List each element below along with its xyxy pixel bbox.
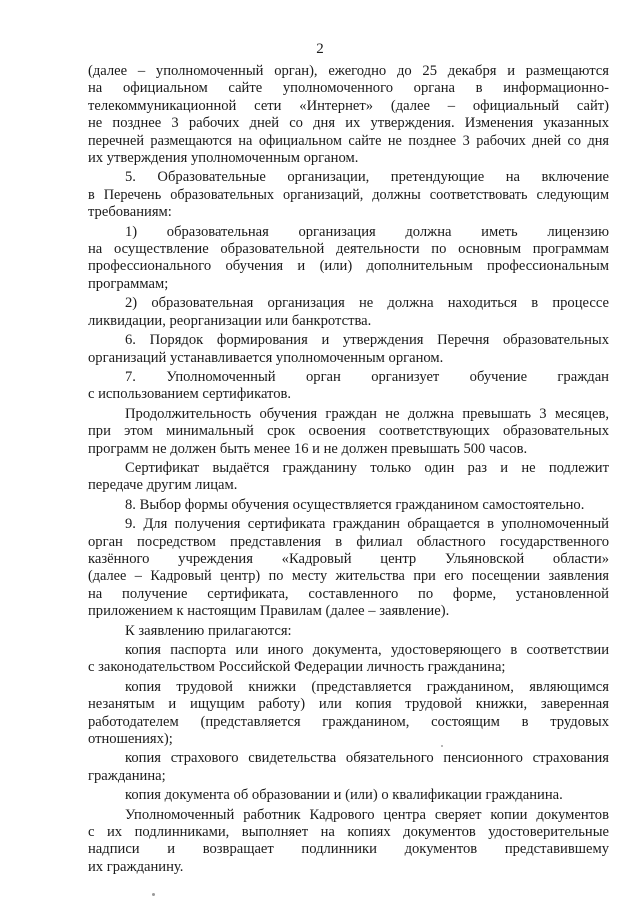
- paragraph-passport: [88, 642, 609, 677]
- paragraph-item-8: [88, 497, 609, 514]
- text-line: (далее – Кадровый центр) по месту жительства при его посещении заявления: [88, 568, 609, 585]
- text-line: на получение сертификата, составленного по форме, установленной: [88, 585, 609, 602]
- text-line: Уполномоченный работник Кадрового центра сверяет копии документов: [125, 806, 609, 823]
- text-line: копия трудовой книжки (представляется гражданином, являющимся: [125, 678, 609, 695]
- text-line: программ не должен быть менее 16 и не должен превышать 500 часов.: [88, 440, 528, 457]
- text-line: (далее – уполномоченный орган), ежегодно до 25 декабря и размещаются: [88, 63, 609, 79]
- scan-speck: [152, 893, 155, 896]
- text-line: копия паспорта или иного документа, удостоверяющего в соответствии: [125, 642, 609, 658]
- text-line: в Перечень образовательных организаций, должны соответствовать следующим: [88, 186, 609, 203]
- text-line: 8. Выбор формы обучения осуществляется гражданином самостоятельно.: [125, 496, 585, 513]
- paragraph-item-9: [88, 516, 609, 620]
- text-line: гражданина;: [88, 767, 166, 784]
- text-line: организаций устанавливается уполномоченным органом.: [88, 349, 444, 366]
- text-line: копия страхового свидетельства обязательного пенсионного страхования: [125, 750, 609, 767]
- text-line: 6. Порядок формирования и утверждения Перечня образовательных: [125, 332, 609, 349]
- paragraph-continuation: [88, 63, 609, 167]
- text-line: 5. Образовательные организации, претендующие на включение: [125, 169, 609, 186]
- text-line: 9. Для получения сертификата гражданин обращается в уполномоченный: [125, 516, 609, 533]
- paragraph-certificate: [88, 460, 609, 495]
- text-line: казённого учреждения «Кадровый центр Ульяновской области»: [88, 550, 609, 567]
- text-line: требованиям:: [88, 204, 172, 221]
- paragraph-item-6: [88, 332, 609, 367]
- paragraph-education-document: [88, 787, 609, 804]
- text-line: приложением к настоящим Правилам (далее – заявление).: [88, 603, 450, 620]
- paragraph-verification: [88, 807, 609, 877]
- text-line: 1) образовательная организация должна иметь лицензию: [125, 223, 609, 240]
- text-line: работодателем (представляется гражданином, состоящим в трудовых: [88, 713, 609, 730]
- text-line: профессионального обучения и (или) дополнительным профессиональным: [88, 258, 609, 275]
- paragraph-item-7: [88, 369, 609, 404]
- text-line: на осуществление образовательной деятельности по основным программам: [88, 241, 609, 258]
- page-number: 2: [316, 41, 324, 57]
- text-line: орган посредством представления в филиал областного государственного: [88, 533, 609, 550]
- text-line: с их подлинниками, выполняет на копиях документов удостоверительные: [88, 824, 609, 841]
- text-line: их гражданину.: [88, 858, 184, 875]
- paragraph-subitem-1: [88, 224, 609, 294]
- text-line: при этом минимальный срок освоения соответствующих образовательных: [88, 423, 609, 440]
- text-line: не позднее 3 рабочих дней со дня их утверждения. Изменения указанных: [88, 115, 609, 132]
- text-line: ликвидации, реорганизации или банкротства.: [88, 312, 372, 329]
- paragraph-work-book: [88, 679, 609, 749]
- text-line: надписи и возвращает подлинники документов представившему: [88, 841, 609, 858]
- text-line: с законодательством Российской Федерации личность гражданина;: [88, 659, 506, 676]
- document-body: [88, 63, 609, 876]
- text-line: 2) образовательная организация не должна находиться в процессе: [125, 295, 609, 312]
- text-line: программам;: [88, 275, 169, 292]
- text-line: К заявлению прилагаются:: [125, 622, 292, 639]
- paragraph-insurance: [88, 750, 609, 785]
- text-line: телекоммуникационной сети «Интернет» (далее – официальный сайт): [88, 97, 609, 114]
- text-line: Продолжительность обучения граждан не должна превышать 3 месяцев,: [125, 405, 609, 422]
- text-line: копия документа об образовании и (или) о квалификации гражданина.: [125, 787, 563, 804]
- text-line: 7. Уполномоченный орган организует обучение граждан: [125, 368, 609, 385]
- scan-speck: [441, 745, 443, 747]
- text-line: с использованием сертификатов.: [88, 386, 292, 403]
- text-line: незанятым и ищущим работу) или копия трудовой книжки, заверенная: [88, 696, 609, 713]
- text-line: отношениях);: [88, 731, 173, 748]
- text-line: перечней размещаются на официальном сайте не позднее 3 рабочих дней со дня: [88, 132, 609, 149]
- text-line: на официальном сайте уполномоченного органа в информационно-: [88, 80, 609, 97]
- paragraph-item-5: [88, 169, 609, 221]
- text-line: Сертификат выдаётся гражданину только один раз и не подлежит: [125, 459, 609, 476]
- paragraph-attachments-header: [88, 623, 609, 640]
- paragraph-subitem-2: [88, 295, 609, 330]
- text-line: их утверждения уполномоченным органом.: [88, 150, 359, 167]
- paragraph-duration: [88, 406, 609, 458]
- text-line: передаче другим лицам.: [88, 477, 238, 494]
